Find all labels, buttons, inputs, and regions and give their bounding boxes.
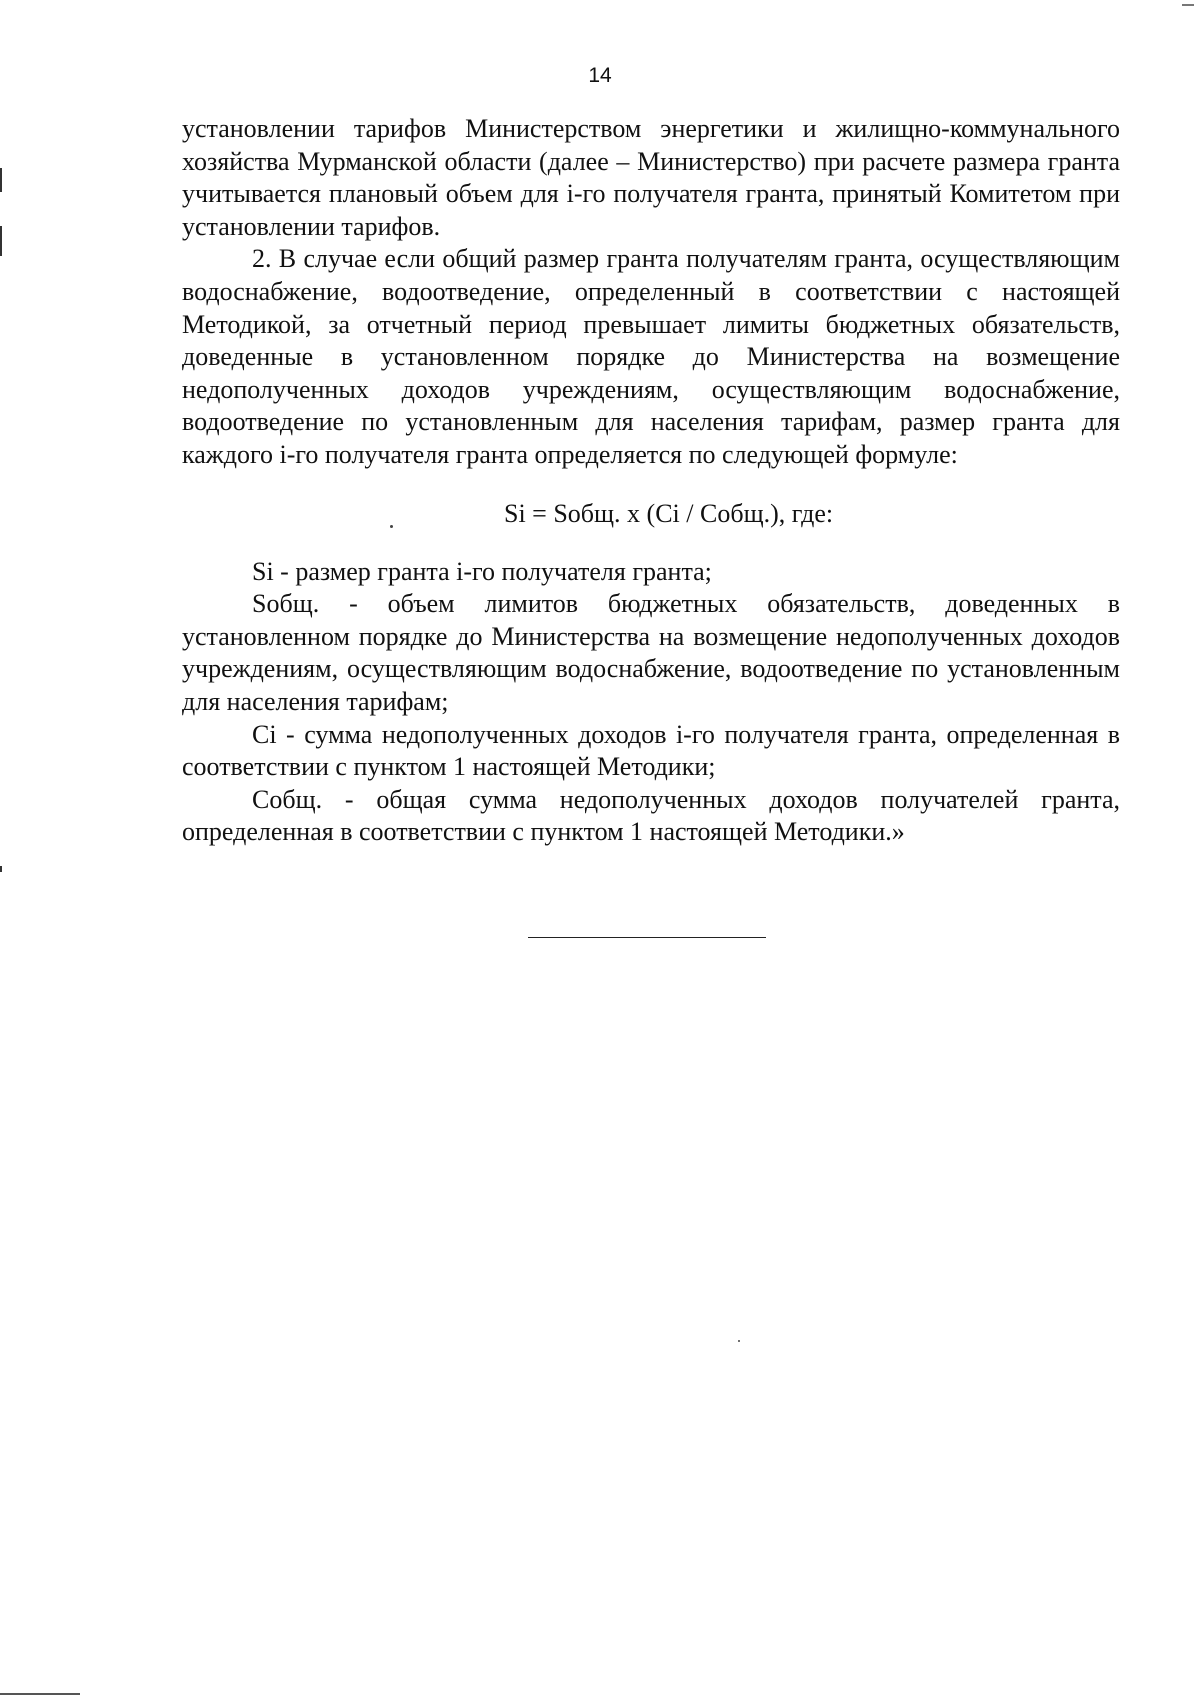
paragraph-point-2: 2. В случае если общий размер гранта получателям гранта, осуществляющим водоснабжение, водоотведение, определенный в соответствии с настоящей Методикой, за отчетный период превышает лимиты бюджетных обязательств, доведенные в установленном порядке до Министерства на возмещение недополученных доходов учреждениям, осуществляющим водоснабжение, водоотведение по установленным для населения тарифам, размер гранта для каждого i-го получателя гранта определяется по следующей формуле: bbox=[182, 244, 1120, 469]
scan-artifact-top bbox=[1182, 4, 1194, 6]
paragraph-continuation: установлении тарифов Министерством энергетики и жилищно-коммунального хозяйства Мурманской области (далее – Министерство) при расчете размера гранта учитывается плановый объем для i-го получателя гранта, принятый Комитетом при установлении тарифов. bbox=[182, 114, 1120, 241]
definition-ci: Ci - сумма недополученных доходов i-го получателя гранта, определенная в соответствии с пунктом 1 настоящей Методики; bbox=[182, 719, 1120, 782]
scan-artifact-left-edge bbox=[0, 168, 2, 192]
page-number: 14 bbox=[588, 64, 612, 87]
scan-artifact-left-edge bbox=[0, 226, 2, 256]
end-of-document-rule bbox=[528, 937, 766, 938]
definition-s-total: Sобщ. - объем лимитов бюджетных обязательств, доведенных в установленном порядке до Министерства на возмещение недополученных доходов учреждениям, осуществляющим водоснабжение, водоотведение по установленным для населения тарифам; bbox=[182, 589, 1120, 716]
scan-artifact-bottom bbox=[0, 1693, 80, 1695]
definition-si: Si - размер гранта i-го получателя гранта; bbox=[252, 556, 712, 586]
document-body bbox=[182, 113, 1120, 849]
scan-speck bbox=[738, 1340, 740, 1342]
definition-c-total: Cобщ. - общая сумма недополученных доходов получателей гранта, определенная в соответствии с пунктом 1 настоящей Методики.» bbox=[182, 784, 1120, 847]
scan-artifact-left-edge bbox=[0, 866, 2, 872]
grant-formula: Si = Sобщ. x (Ci / Cобщ.), где: bbox=[504, 498, 834, 528]
